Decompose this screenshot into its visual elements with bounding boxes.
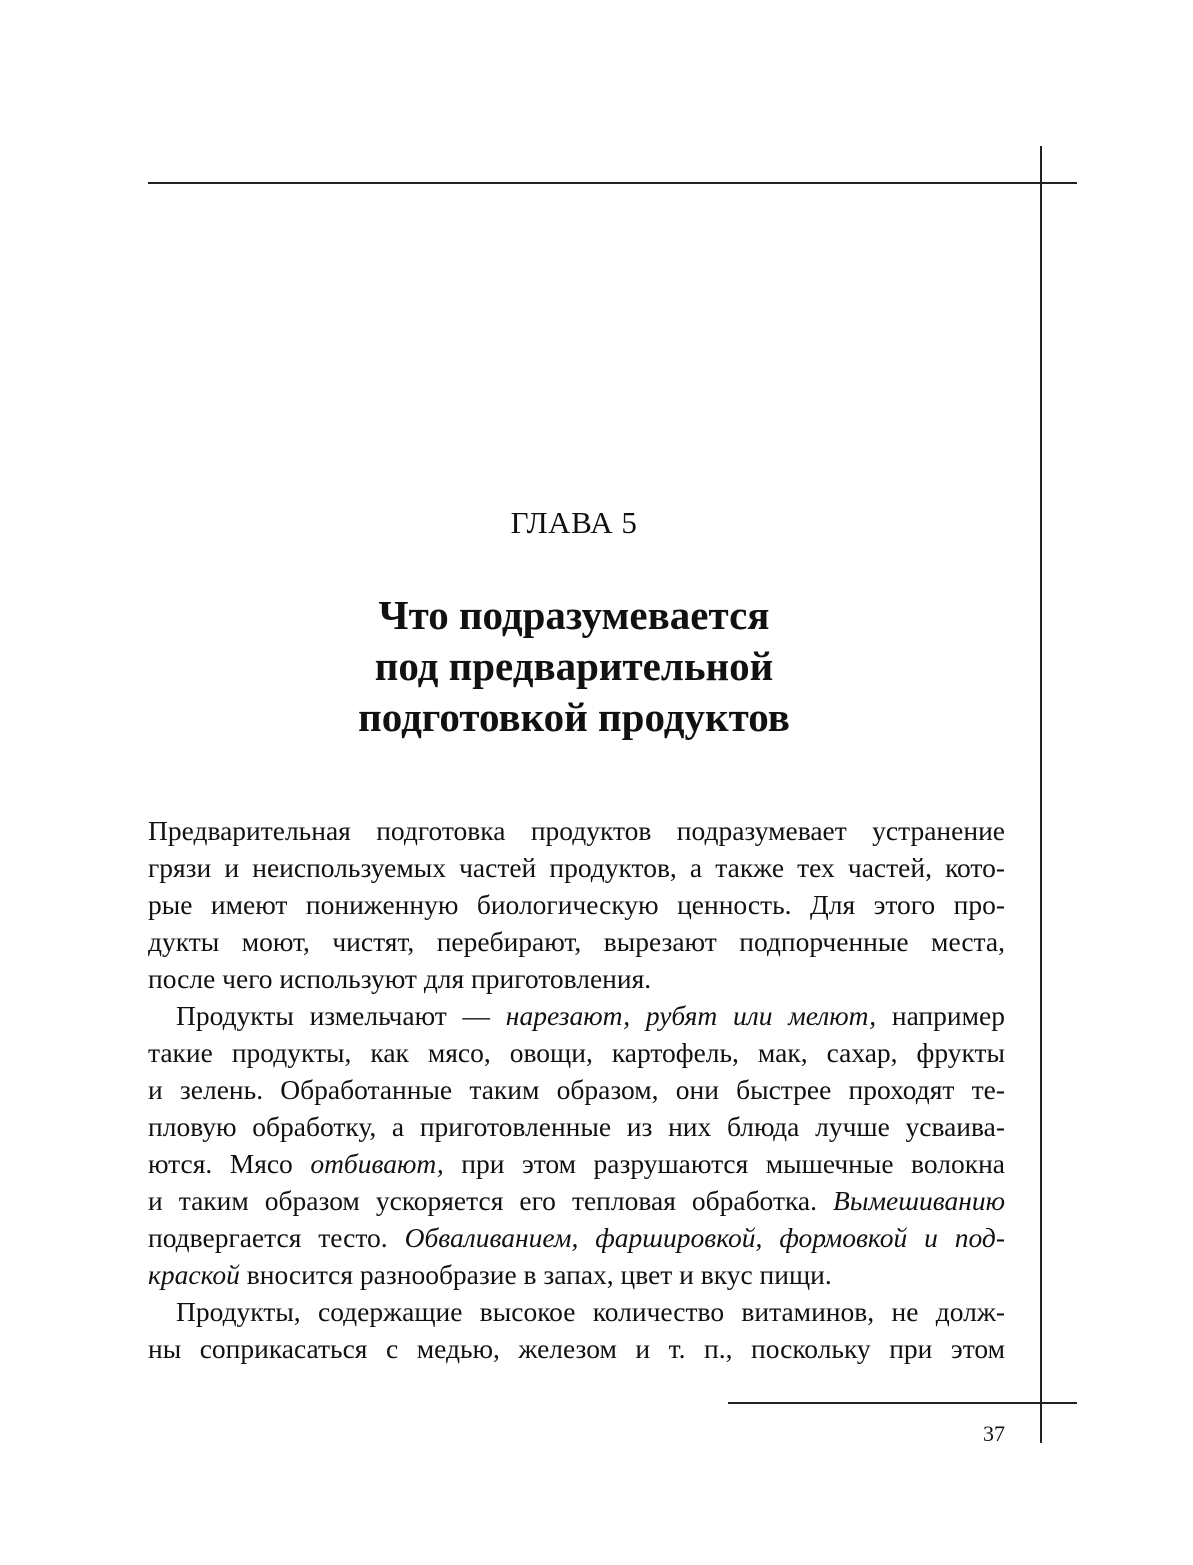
- emphasis-text: Обваливанием, фаршировкой, формовкой и под-: [404, 1222, 1005, 1253]
- text-line: [148, 1219, 1005, 1256]
- text-segment: ны соприкасаться с медью, железом и т. п., поскольку при этом: [148, 1333, 1005, 1364]
- text-segment: вносится разнообразие в запах, цвет и вкус пищи.: [239, 1259, 832, 1290]
- chapter-title-line: Что подразумевается: [378, 592, 770, 638]
- chapter-title-line: под предварительной: [374, 643, 774, 689]
- text-line: [148, 849, 1005, 886]
- text-line: [148, 1071, 1005, 1108]
- text-segment: при этом разрушаются мышечные волокна: [443, 1148, 1006, 1179]
- text-line: [148, 1145, 1005, 1182]
- text-line: [148, 812, 1005, 849]
- text-line: [148, 960, 1005, 997]
- text-segment: подвергается тесто.: [148, 1222, 405, 1253]
- header-rule: [148, 182, 1077, 184]
- text-segment: грязи и неиспользуемых частей продуктов, а также тех частей, кото-: [148, 852, 1005, 883]
- text-line: [148, 1330, 1005, 1367]
- text-line: [148, 886, 1005, 923]
- text-segment: и зелень. Обработанные таким образом, они быстрее проходят те-: [148, 1074, 1005, 1105]
- text-segment: ются. Мясо: [148, 1148, 311, 1179]
- text-line: [148, 1293, 1005, 1330]
- text-line: [148, 923, 1005, 960]
- text-segment: Предварительная подготовка продуктов подразумевает устранение: [148, 815, 1005, 846]
- text-segment: дукты моют, чистят, перебирают, вырезают подпорченные места,: [148, 926, 1005, 957]
- emphasis-text: краской: [148, 1259, 240, 1290]
- chapter-label: ГЛАВА 5: [510, 505, 638, 540]
- body-text: [148, 812, 1005, 1367]
- emphasis-text: нарезают, рубят или мелют,: [505, 1000, 877, 1031]
- text-line: [148, 1034, 1005, 1071]
- text-segment: после чего используют для приготовления.: [148, 963, 652, 994]
- text-segment: пловую обработку, а приготовленные из них блюда лучше усваива-: [148, 1111, 1005, 1142]
- page-number: 37: [983, 1421, 1005, 1446]
- chapter-title-line: подготовкой продуктов: [358, 694, 790, 740]
- chapter-title: [148, 590, 1000, 743]
- footer-rule: [728, 1402, 1077, 1404]
- text-line: [148, 1182, 1005, 1219]
- emphasis-text: отбивают,: [310, 1148, 444, 1179]
- text-segment: и таким образом ускоряется его тепловая обработка.: [148, 1185, 834, 1216]
- margin-rule: [1040, 146, 1042, 1443]
- text-segment: например: [876, 1000, 1005, 1031]
- text-segment: рые имеют пониженную биологическую ценность. Для этого про-: [148, 889, 1005, 920]
- text-line: [148, 997, 1005, 1034]
- text-line: [148, 1108, 1005, 1145]
- text-line: [148, 1256, 1005, 1293]
- text-segment: Продукты, содержащие высокое количество витаминов, не долж-: [176, 1296, 1005, 1327]
- emphasis-text: Вымешиванию: [833, 1185, 1005, 1216]
- text-segment: Продукты измельчают —: [176, 1000, 506, 1031]
- text-segment: такие продукты, как мясо, овощи, картофель, мак, сахар, фрукты: [148, 1037, 1005, 1068]
